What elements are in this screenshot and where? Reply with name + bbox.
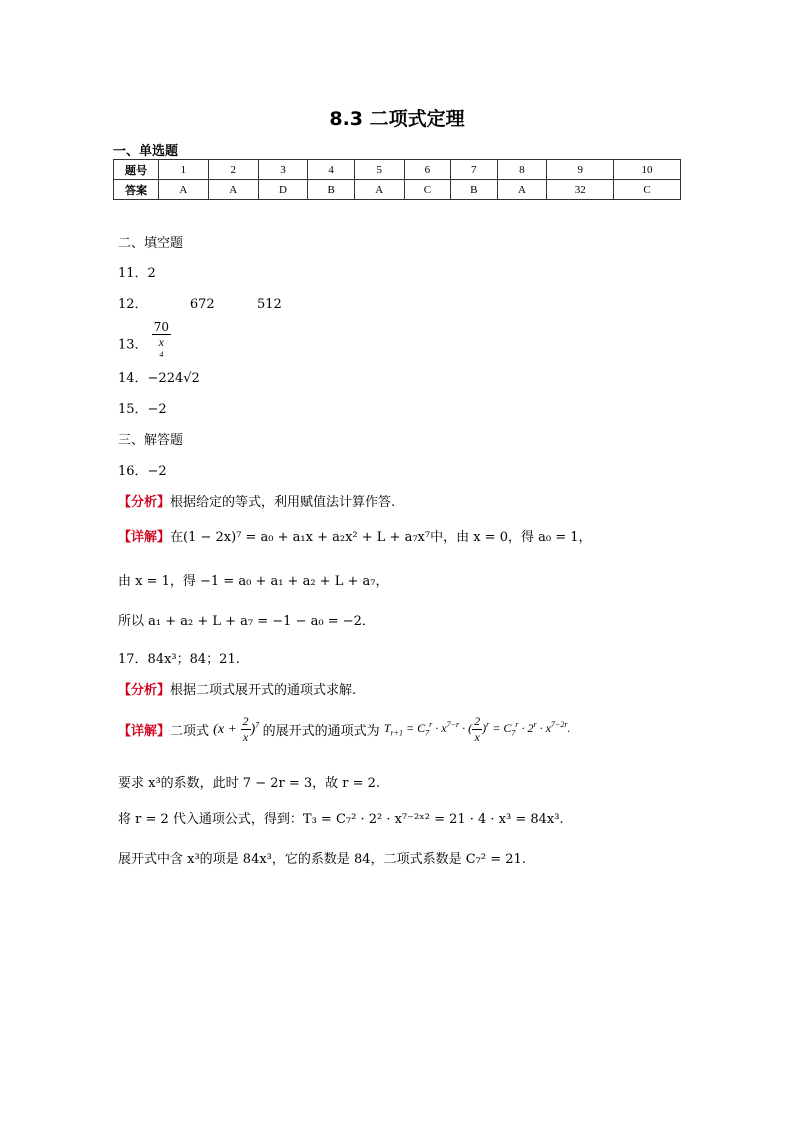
analysis-tag: 【分析】: [118, 495, 171, 510]
q16-detail-line-1: [118, 526, 592, 545]
table-cell: 32: [547, 180, 614, 200]
section-heading-solutions: 三、解答题: [118, 433, 184, 448]
table-cell: 3: [258, 160, 308, 180]
table-cell: B: [308, 180, 354, 200]
table-cell: 4: [308, 160, 354, 180]
answer-12-value-b: 512: [256, 297, 282, 312]
q16-detail-line-3: 所以 a₁ + a₂ + L + a₇ = −1 − a₀ = −2．: [118, 614, 375, 629]
table-cell: C: [404, 180, 450, 200]
table-row-numbers: [114, 160, 681, 180]
answer-13-fraction: [152, 320, 171, 366]
analysis-text: 根据二项式展开式的通项式求解.: [170, 683, 357, 698]
answer-17: 17．84x³；84；21.: [118, 652, 240, 667]
detail-text-mid: 的展开式的通项式为: [262, 724, 380, 739]
answer-16: 16．−2: [118, 464, 167, 479]
q17-line-4: 展开式中含 x³的项是 84x³，它的系数是 84，二项式系数是 C₇² = 21.: [118, 852, 526, 867]
section-heading-fill-blank: 二、填空题: [118, 236, 184, 251]
answer-13: [118, 320, 171, 366]
table-cell: C: [614, 180, 681, 200]
answer-13-label: 13．: [118, 337, 148, 353]
answer-table: [113, 159, 681, 200]
detail-tag: 【详解】: [118, 724, 171, 739]
q16-analysis: [118, 491, 395, 510]
fraction-denominator-exponent: 4: [159, 350, 164, 359]
table-cell: 6: [404, 160, 450, 180]
answer-14: 14．−224√2: [118, 371, 200, 386]
table-cell: D: [258, 180, 308, 200]
table-cell: A: [354, 180, 404, 200]
table-cell: 7: [451, 160, 497, 180]
table-cell: B: [451, 180, 497, 200]
table-header-answer: 答案: [114, 180, 159, 200]
q17-line-3: 将 r = 2 代入通项公式，得到：T₃ = C₇² · 2² · x⁷⁻²ˣ² = 21 · 4 · x³ = 84x³.: [118, 812, 564, 827]
fraction-denominator: x: [158, 335, 164, 349]
detail-text: 在(1 − 2x)⁷ = a₀ + a₁x + a₂x² + L + a₇x⁷中，由 x = 0，得 a₀ = 1，: [170, 530, 592, 545]
table-cell: 5: [354, 160, 404, 180]
answer-11: 11．2: [118, 266, 156, 281]
q16-detail-line-2: 由 x = 1，得 −1 = a₀ + a₁ + a₂ + L + a₇，: [118, 574, 389, 589]
table-header-number: 题号: [114, 160, 159, 180]
answer-12-label: 12．: [118, 297, 148, 312]
analysis-tag: 【分析】: [118, 683, 171, 698]
answer-15: 15．−2: [118, 402, 167, 417]
page-title: 8.3 二项式定理: [329, 108, 465, 130]
fraction-numerator: 70: [153, 320, 169, 334]
table-cell: 9: [547, 160, 614, 180]
analysis-text: 根据给定的等式，利用赋值法计算作答.: [170, 495, 396, 510]
binomial-expression: (x + $\frac{2}{x}$ )$^7$: [213, 714, 260, 744]
table-cell: A: [208, 180, 258, 200]
table-row-answers: [114, 180, 681, 200]
table-cell: A: [497, 180, 547, 200]
q17-detail-line-1: [118, 714, 570, 745]
general-term-formula: $T_{r+1} = C_7^r \cdot x^{7-r}$ · ( $\frac{2}{x}$ )$^r = C_7^r \cdot 2^r \cdot x^{7-2r}$.: [383, 714, 571, 744]
table-cell: A: [159, 180, 209, 200]
q17-analysis: [118, 679, 356, 698]
table-cell: 10: [614, 160, 681, 180]
table-cell: 8: [497, 160, 547, 180]
q17-line-2: 要求 x³的系数，此时 7 − 2r = 3，故 r = 2.: [118, 776, 381, 791]
section-heading-single-choice: 一、单选题: [113, 144, 179, 159]
answer-12-value-a: 672: [189, 297, 215, 312]
answer-12: [118, 293, 282, 312]
table-cell: 1: [159, 160, 209, 180]
table-cell: 2: [208, 160, 258, 180]
detail-text-pre: 二项式: [170, 724, 210, 739]
detail-tag: 【详解】: [118, 530, 171, 545]
